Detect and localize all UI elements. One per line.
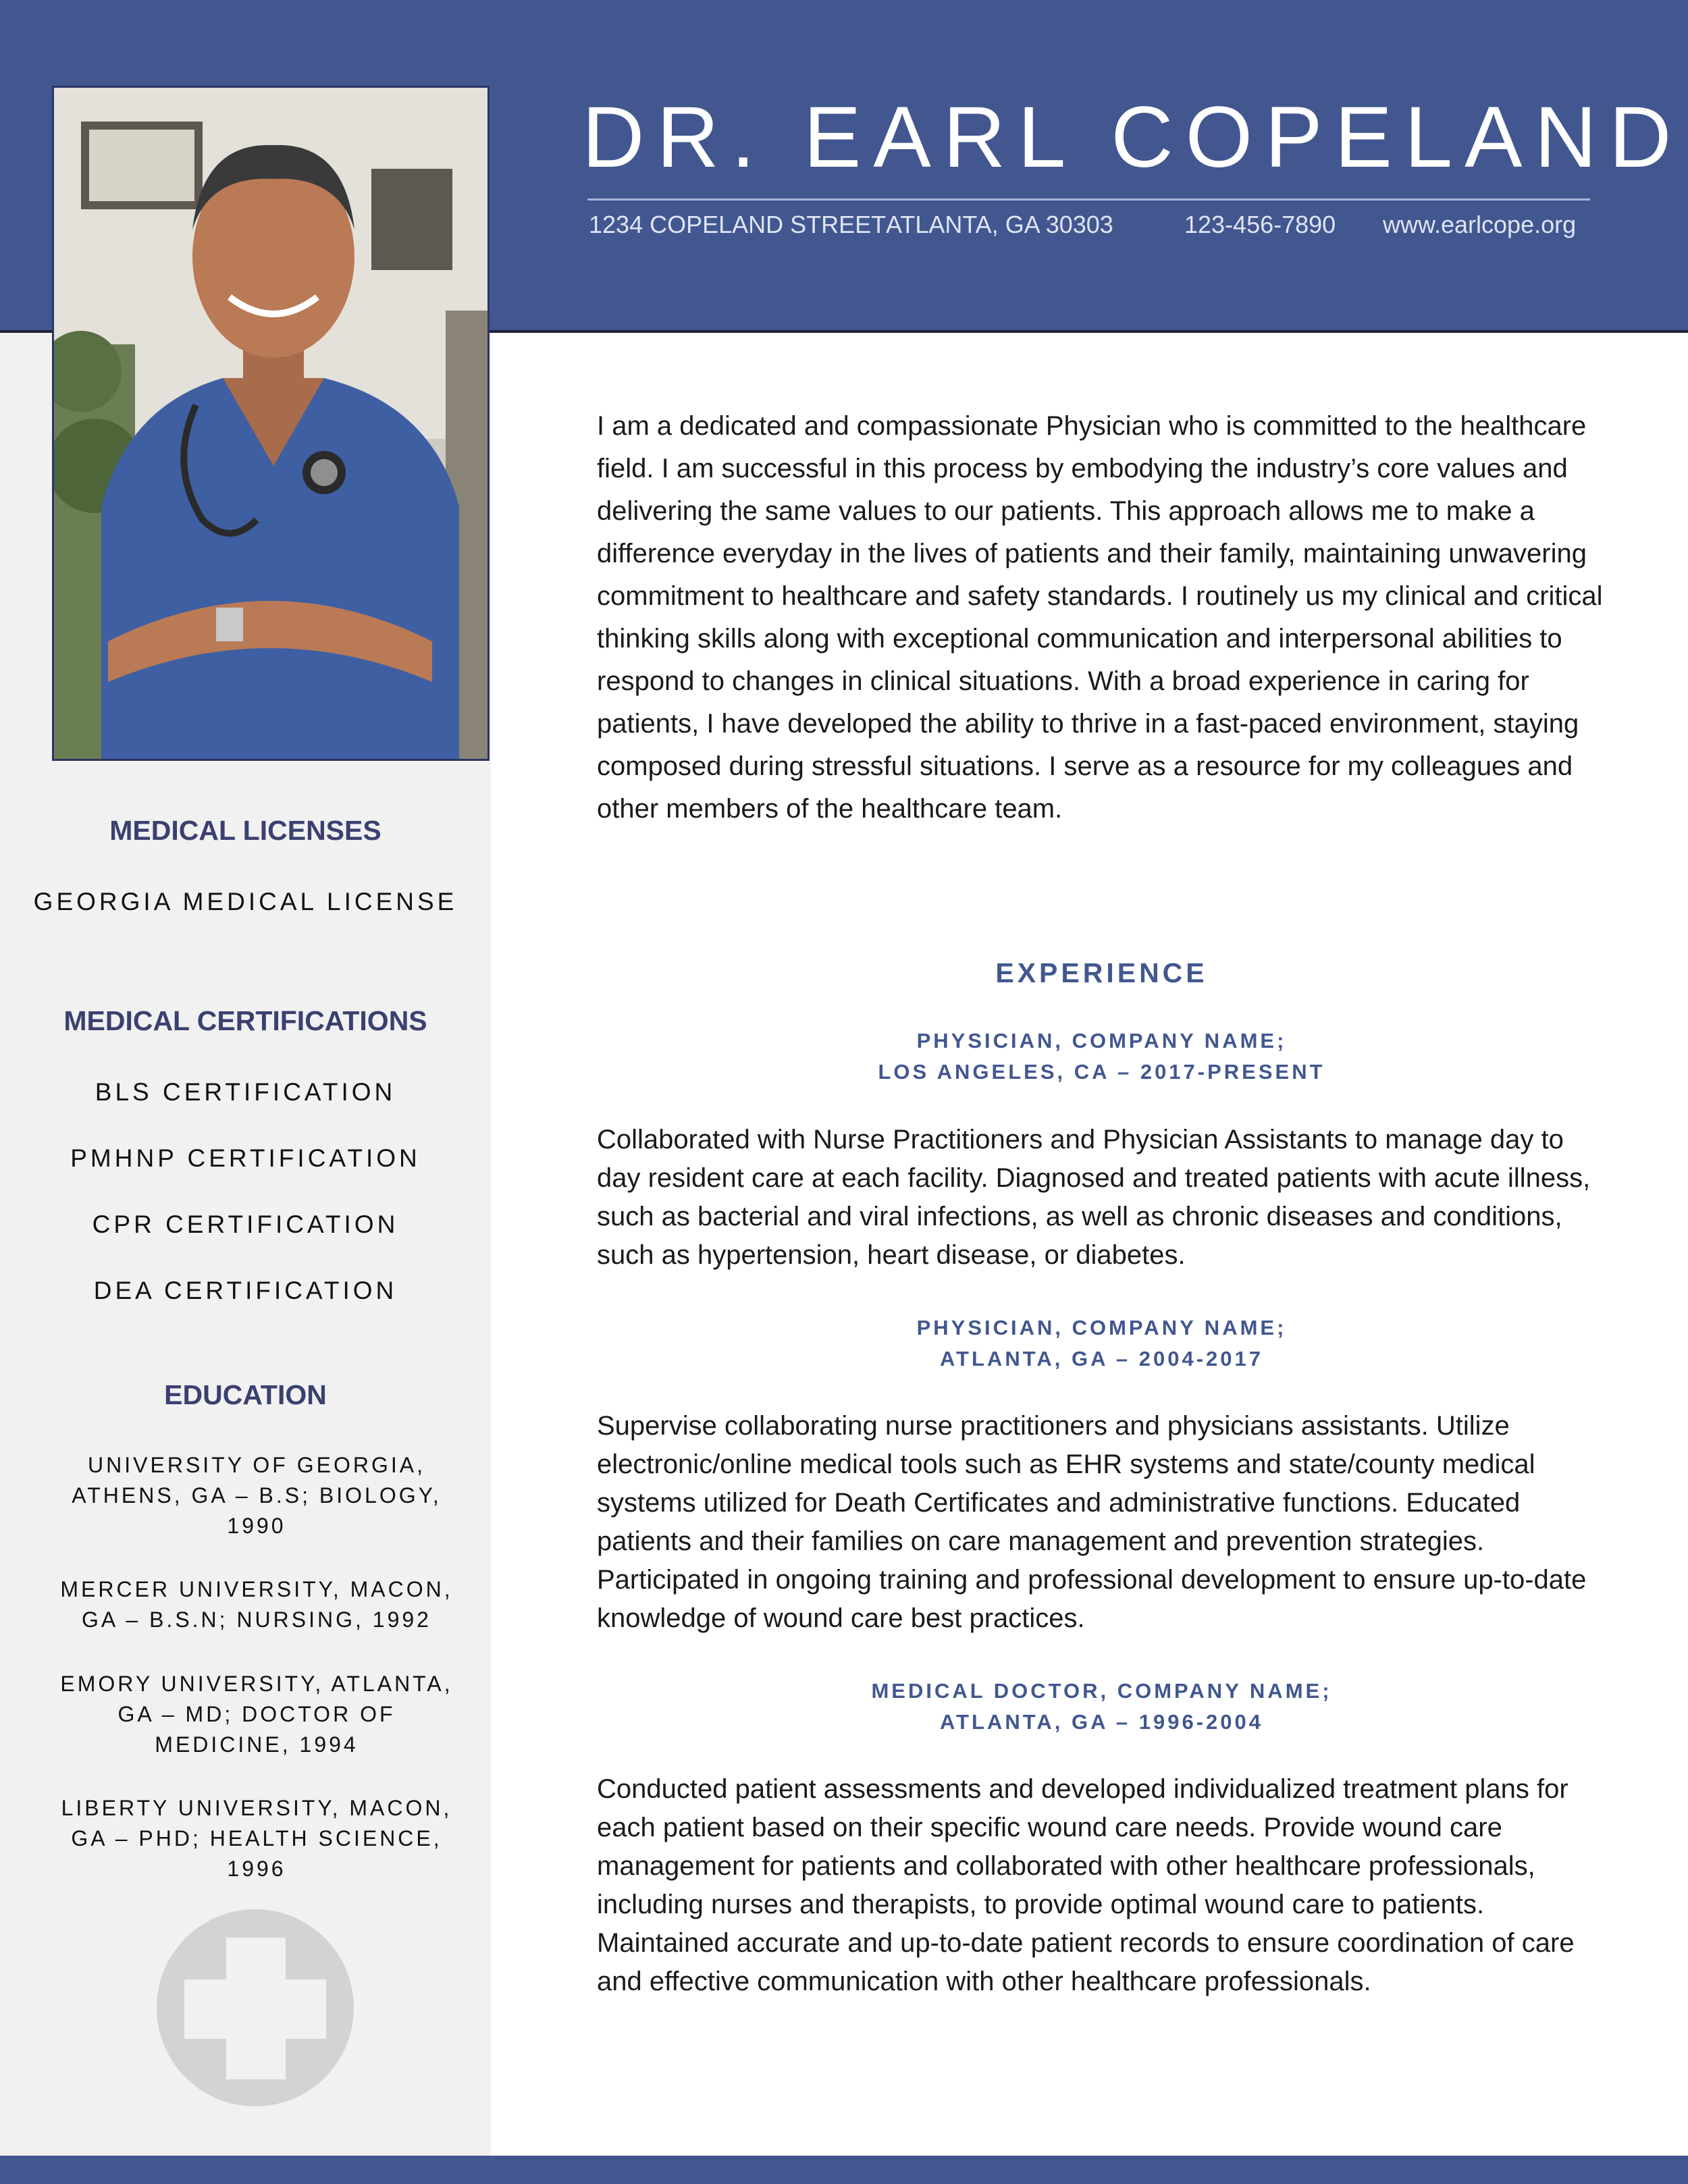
job-title: PHYSICIAN, COMPANY NAME;	[916, 1316, 1287, 1339]
education-item: MERCER UNIVERSITY, MACON, GA – B.S.N; NURSING, 1992	[60, 1577, 453, 1632]
footer-bar	[0, 2156, 1688, 2184]
certification-item: CPR CERTIFICATION	[92, 1210, 399, 1238]
contact-city: ATLANTA, GA 30303	[886, 211, 1113, 238]
certification-item: PMHNP CERTIFICATION	[70, 1144, 421, 1172]
job-description: Conducted patient assessments and developed individualized treatment plans for each patient based on their specific wound care needs. Provide wound care management for patients and collaborated with other healthcare professionals, including nurses and therapists, to provide optimal wound care to patients. Maintained accurate and up-to-date patient records to ensure coordination of care and effective communication with other healthcare professionals.	[597, 1774, 1575, 1996]
certifications-heading: MEDICAL CERTIFICATIONS	[63, 1005, 427, 1036]
contact-phone: 123-456-7890	[1184, 211, 1336, 238]
medical-cross-horizontal	[184, 1979, 326, 2039]
certification-item: DEA CERTIFICATION	[93, 1277, 398, 1304]
license-item: GEORGIA MEDICAL LICENSE	[33, 888, 458, 915]
contact-website[interactable]: www.earlcope.org	[1383, 211, 1577, 238]
job-location: ATLANTA, GA – 2004-2017	[939, 1347, 1264, 1370]
job-description: Supervise collaborating nurse practitioners and physicians assistants. Utilize electronic/online medical tools such as EHR systems and state/county medical systems utilized for Death Certificates and administrative functions. Educated patients and their families on care management and prevention strategies. Participated in ongoing training and professional development to ensure up-to-date knowledge of wound care best practices.	[597, 1411, 1587, 1633]
job-location: ATLANTA, GA – 1996-2004	[939, 1710, 1264, 1734]
licenses-heading: MEDICAL LICENSES	[109, 815, 381, 846]
certification-item: BLS CERTIFICATION	[95, 1078, 396, 1106]
job-title: PHYSICIAN, COMPANY NAME;	[916, 1029, 1287, 1053]
education-item: EMORY UNIVERSITY, ATLANTA, GA – MD; DOCTOR OF MEDICINE, 1994	[60, 1672, 453, 1757]
profile-photo	[52, 86, 490, 761]
job-description: Collaborated with Nurse Practitioners and Physician Assistants to manage day to day resident care at each facility. Diagnosed and treated patients with acute illness, such as bacterial and viral infections, as well as chronic diseases and conditions, such as hypertension, heart disease, or diabetes.	[597, 1125, 1591, 1270]
education-item: UNIVERSITY OF GEORGIA, ATHENS, GA – B.S; BIOLOGY, 1990	[72, 1453, 442, 1538]
header-divider	[587, 198, 1590, 201]
person-name: DR. EARL COPELAND	[582, 89, 1684, 186]
contact-street: 1234 COPELAND STREET	[589, 211, 887, 238]
experience-heading: EXPERIENCE	[995, 957, 1208, 988]
education-item: LIBERTY UNIVERSITY, MACON, GA – PHD; HEALTH SCIENCE, 1996	[61, 1796, 452, 1881]
profile-summary: I am a dedicated and compassionate Physician who is committed to the healthcare field. I am successful in this process by embodying the industry’s core values and delivering the same values to our patients. This approach allows me to make a difference everyday in the lives of patients and their family, maintaining unwavering commitment to healthcare and safety standards. I routinely us my clinical and critical thinking skills along with exceptional communication and interpersonal abilities to respond to changes in clinical situations. With a broad experience in caring for patients, I have developed the ability to thrive in a fast-paced environment, staying composed during stressful situations. I serve as a resource for my colleagues and other members of the healthcare team.	[597, 411, 1603, 824]
education-heading: EDUCATION	[164, 1379, 327, 1410]
job-title: MEDICAL DOCTOR, COMPANY NAME;	[871, 1679, 1332, 1703]
job-location: LOS ANGELES, CA – 2017-PRESENT	[878, 1060, 1325, 1084]
